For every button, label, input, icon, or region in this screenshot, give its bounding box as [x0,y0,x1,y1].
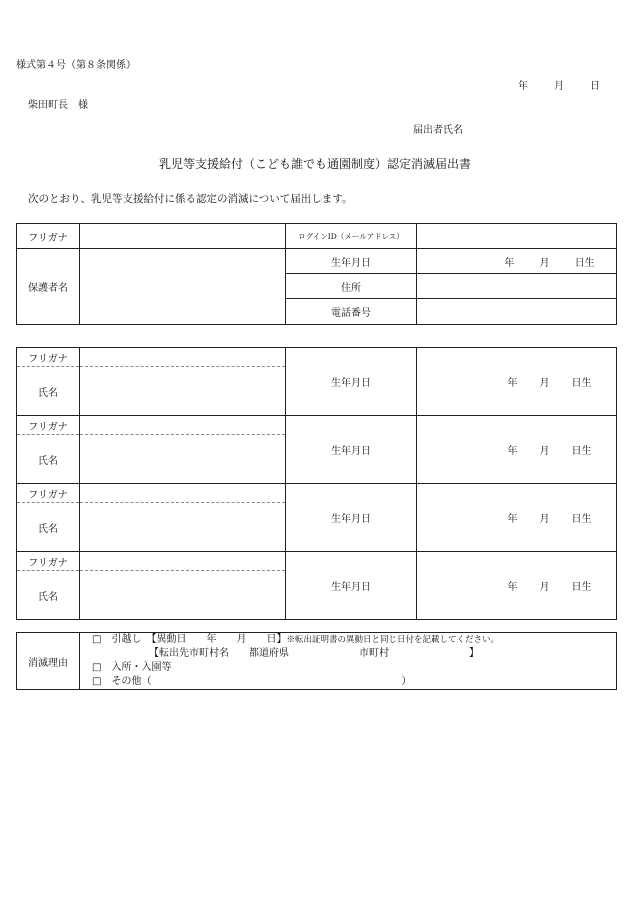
child-birth-year: 年 [507,378,518,389]
guardian-table [16,223,617,325]
guardian-birth-field[interactable] [417,249,617,274]
child-furigana-field[interactable] [80,416,286,435]
reason-table [16,632,617,690]
reason-options [80,633,617,690]
phone-label: 電話番号 [286,299,417,325]
child-birth-label: 生年月日 [286,348,417,416]
address-field[interactable] [417,274,617,299]
addressee: 柴田町長 様 [28,100,88,111]
reason-moving-destination: 【転出先市町村名 都道府県 市町村 】 [149,648,479,659]
child-birth-month: 月 [539,378,550,389]
children-table [16,347,617,620]
form-number: 様式第４号（第８条関係） [16,60,136,71]
child-row [17,552,617,571]
reason-label: 消滅理由 [17,633,80,690]
reason-other-text: その他（ ） [111,676,412,687]
date-month-label: 月 [554,81,564,92]
address-label: 住所 [286,274,417,299]
checkbox-admission[interactable]: □ [92,662,102,673]
child-furigana-label: フリガナ [17,348,80,367]
child-birth-day: 日生 [571,446,592,457]
child-row [17,484,617,503]
child-birth-month: 月 [539,514,550,525]
child-name-field[interactable] [80,435,286,484]
phone-field[interactable] [417,299,617,325]
child-name-field[interactable] [80,571,286,620]
child-furigana-label: フリガナ [17,484,80,503]
child-name-label: 氏名 [17,571,80,620]
child-birth-label: 生年月日 [286,416,417,484]
reason-moving-text: 引越し 【異動日 年 月 日】 [111,634,287,645]
child-birth-year: 年 [507,582,518,593]
child-birth-day: 日生 [571,378,592,389]
reason-option-other[interactable] [92,675,616,689]
reason-option-moving[interactable] [92,633,616,647]
birth-day: 日生 [574,257,595,269]
date-day-label: 日 [590,81,600,92]
child-birth-day: 日生 [571,582,592,593]
child-name-field[interactable] [80,367,286,416]
document-title: 乳児等支援給付（こども誰でも通園制度）認定消滅届出書 [158,157,471,171]
child-birth-label: 生年月日 [286,552,417,620]
reason-option-admission[interactable] [92,661,616,675]
child-birth-year: 年 [507,446,518,457]
intro-text: 次のとおり、乳児等支援給付に係る認定の消滅について届出します。 [28,193,353,205]
child-birth-field[interactable] [417,416,617,484]
child-birth-field[interactable] [417,348,617,416]
child-birth-day: 日生 [571,514,592,525]
child-furigana-field[interactable] [80,484,286,503]
child-birth-label: 生年月日 [286,484,417,552]
child-furigana-label: フリガナ [17,552,80,571]
child-furigana-label: フリガナ [17,416,80,435]
birth-year: 年 [504,257,515,269]
submitter-name-label: 届出者氏名 [413,125,463,136]
guardian-name-field[interactable] [80,249,286,325]
reason-admission-text: 入所・入園等 [111,662,172,673]
child-birth-field[interactable] [417,484,617,552]
child-birth-year: 年 [507,514,518,525]
login-id-field[interactable] [417,224,617,249]
child-row [17,416,617,435]
login-id-label: ログインID（メールアドレス） [286,224,417,249]
guardian-furigana-label: フリガナ [17,224,80,249]
child-name-field[interactable] [80,503,286,552]
guardian-furigana-field[interactable] [80,224,286,249]
child-name-label: 氏名 [17,435,80,484]
date-year-label: 年 [518,81,528,92]
child-row [17,348,617,367]
child-birth-month: 月 [539,582,550,593]
child-birth-month: 月 [539,446,550,457]
child-birth-field[interactable] [417,552,617,620]
child-furigana-field[interactable] [80,348,286,367]
birth-month: 月 [539,257,550,269]
checkbox-moving[interactable]: □ [92,634,102,645]
guardian-name-label: 保護者名 [17,249,80,325]
child-name-label: 氏名 [17,367,80,416]
child-name-label: 氏名 [17,503,80,552]
guardian-birth-label: 生年月日 [286,249,417,274]
reason-moving-note: ※転出証明書の異動日と同じ日付を記載してください。 [286,635,499,645]
checkbox-other[interactable]: □ [92,676,102,687]
child-furigana-field[interactable] [80,552,286,571]
